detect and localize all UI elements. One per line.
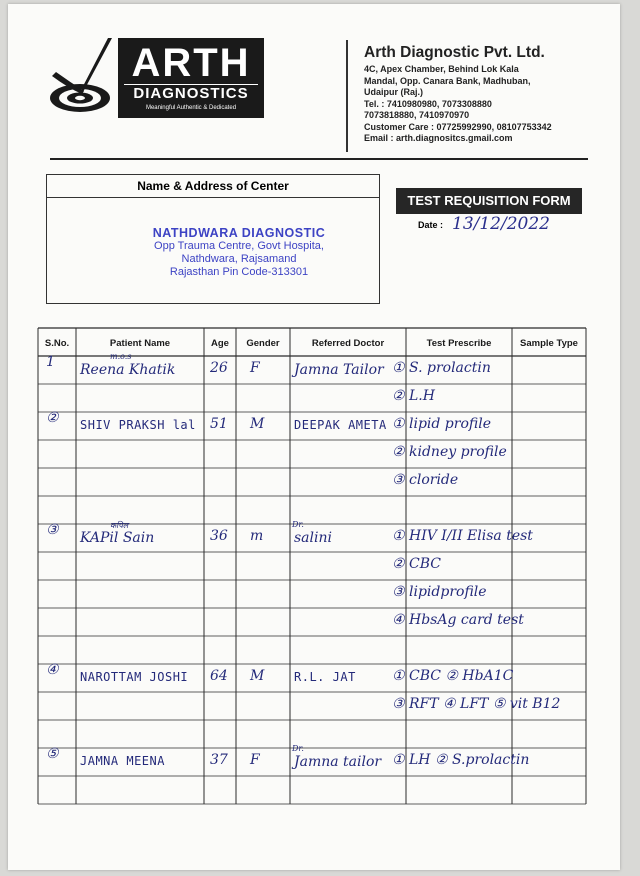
address-line-1: 4C, Apex Chamber, Behind Lok Kala [364,64,519,74]
column-header: Sample Type [520,338,578,349]
entry-doctor: DEEPAK AMETA [294,418,387,432]
entry-doctor-note: Dr. [292,744,304,753]
entry-age: 37 [210,752,228,768]
entry-test: ③ RFT ④ LFT ⑤ vit B12 [392,696,561,712]
entry-test: ① lipid profile [392,416,491,432]
address-line-3: Udaipur (Raj.) [364,87,424,97]
entry-doctor: Jamna Tailor [294,362,384,378]
entry-sno: ④ [46,662,59,678]
entry-test: ④ HbsAg card test [392,612,524,628]
entry-name: JAMNA MEENA [80,754,165,768]
entry-test: ② kidney profile [392,444,507,460]
entry-name: NAROTTAM JOSHI [80,670,189,684]
column-header: S.No. [44,338,70,349]
form-title: TEST REQUISITION FORM [396,188,582,214]
entry-test: ③ cloride [392,472,459,488]
entry-doctor: R.L. JAT [294,670,356,684]
entry-test: ③ lipidprofile [392,584,487,600]
entry-note: कपिल [110,521,129,530]
entry-doctor-note: Dr. [292,520,304,529]
entry-note: m.o.s [110,352,132,361]
entry-gender: M [250,668,265,684]
column-header: Age [211,338,229,349]
logo-title: ARTH [131,41,251,85]
entry-test: ① CBC ② HbA1C [392,668,514,684]
entry-doctor: salini [294,530,332,546]
company-name: Arth Diagnostic Pvt. Ltd. [364,44,545,61]
entry-age: 64 [210,668,228,684]
entry-sno: ⑤ [46,746,59,762]
email: Email : arth.diagnositcs.gmail.com [364,133,513,143]
entry-gender: F [250,360,260,376]
date-value: 13/12/2022 [452,214,550,234]
column-header: Gender [246,338,280,349]
entry-test: ② L.H [392,388,435,404]
stamp-line-1: NATHDWARA DIAGNOSTIC [152,226,326,240]
column-header: Referred Doctor [311,338,385,349]
entry-name: KAPil Sain [80,530,155,546]
tel-line-2: 7073818880, 7410970970 [364,110,470,120]
logo-subtitle: DIAGNOSTICS [124,84,258,103]
center-title: Name & Address of Center [47,175,379,198]
date-label: Date : [418,220,444,230]
stamp-line-3: Nathdwara, Rajsamand [181,253,297,265]
stamp-line-4: Rajasthan Pin Code-313301 [169,266,309,278]
entry-test: ① LH ② S.prolactin [392,752,530,768]
logo-tagline: Meaningful Authentic & Dedicated [145,105,237,111]
address-line-2: Mandal, Opp. Canara Bank, Madhuban, [364,75,531,86]
entry-test: ② CBC [392,556,441,572]
entry-sno: 1 [46,354,55,370]
entry-sno: ③ [46,522,59,538]
entry-gender: m [250,528,264,544]
entry-name: Reena Khatik [80,362,176,378]
entry-sno: ② [46,410,59,426]
entry-test: ① HIV I/II Elisa test [392,528,533,544]
stamp-line-2: Opp Trauma Centre, Govt Hospita, [154,240,324,252]
entry-age: 51 [210,416,228,432]
entry-doctor: Jamna tailor [294,754,382,770]
entry-age: 36 [210,528,228,544]
entry-age: 26 [210,360,228,376]
tel-line-1: Tel. : 7410980980, 7073308880 [364,98,492,109]
entry-name: SHIV PRAKSH lal [80,418,196,432]
column-header: Patient Name [109,338,171,349]
customer-care: Customer Care : 07725992990, 08107753342 [364,121,552,132]
entry-test: ① S. prolactin [392,360,491,376]
entry-gender: F [250,752,260,768]
entry-gender: M [250,416,265,432]
column-header: Test Prescribe [426,338,492,349]
